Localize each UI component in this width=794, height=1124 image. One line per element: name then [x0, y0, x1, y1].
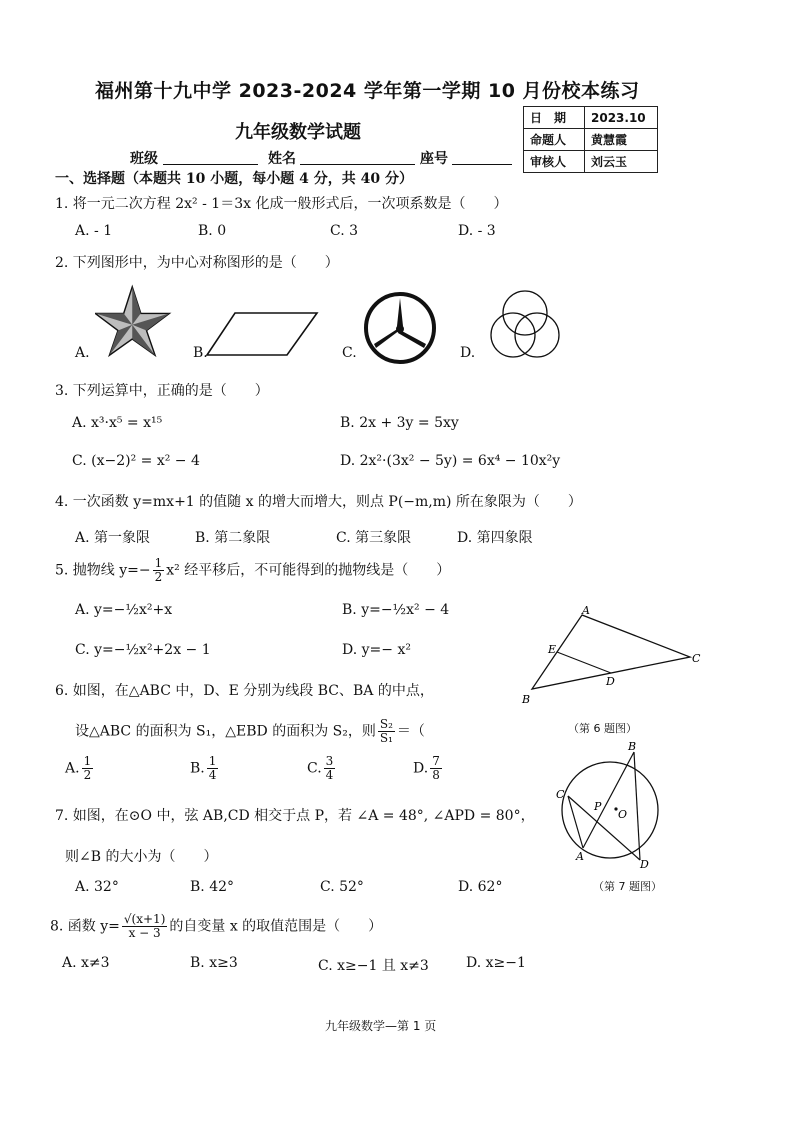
- fig7-label-d: D: [640, 858, 649, 870]
- q6-a-den: 2: [83, 768, 92, 782]
- fig6-label-b: B: [522, 693, 531, 706]
- q5-option-c[interactable]: C. y=−½x²+2x − 1: [75, 642, 211, 658]
- meta-row-date: [524, 107, 658, 129]
- meta-value: 2023.10: [585, 107, 658, 129]
- q3-option-d[interactable]: D. 2x²·(3x² − 5y) = 6x⁴ − 10x²y: [340, 453, 561, 469]
- figure-6-triangle: [520, 605, 710, 715]
- q7-option-d[interactable]: D. 62°: [458, 879, 503, 895]
- q6-d-num: 7: [432, 754, 440, 768]
- q6-option-d-frac: [430, 755, 442, 782]
- fig6-label-d: D: [606, 675, 615, 688]
- seat-blank[interactable]: [452, 164, 512, 165]
- q6-d-den: 8: [432, 768, 440, 782]
- q6-option-d[interactable]: [413, 755, 444, 782]
- triquetra-figure: [485, 285, 565, 365]
- q8-option-a[interactable]: A. x≠3: [62, 955, 110, 971]
- q8-frac-den: x − 3: [128, 926, 161, 940]
- q8-option-d[interactable]: D. x≥−1: [466, 955, 526, 971]
- q3-option-a[interactable]: A. x³·x⁵ = x¹⁵: [72, 415, 163, 431]
- fig6-label-c: C: [692, 652, 701, 665]
- q6-option-c-letter: C.: [307, 760, 322, 777]
- meta-label: 日 期: [524, 107, 585, 129]
- star-figure: [95, 283, 175, 359]
- q6-line2: [75, 718, 425, 745]
- q2-option-d[interactable]: D.: [460, 345, 476, 361]
- q5-stem-start: 5. 抛物线 y=−: [55, 562, 151, 579]
- name-blank[interactable]: [300, 164, 415, 165]
- page-footer: 九年级数学—第 1 页: [325, 1019, 437, 1033]
- parallelogram-figure: [205, 310, 320, 358]
- q5-stem: [55, 557, 450, 584]
- class-blank[interactable]: [163, 164, 258, 165]
- exam-subtitle: 九年级数学试题: [235, 122, 361, 143]
- q1-option-b[interactable]: B. 0: [198, 223, 227, 239]
- q6-c-num: 3: [325, 754, 334, 768]
- fig6-label-a: A: [582, 605, 590, 617]
- q8-stem-start: 8. 函数 y=: [50, 918, 120, 935]
- meta-row-author: [524, 129, 658, 151]
- q5-option-a[interactable]: A. y=−½x²+x: [75, 602, 173, 618]
- figure-7-circle: [548, 738, 668, 870]
- q5-frac-den: 2: [154, 570, 163, 584]
- mercedes-figure: [362, 290, 438, 366]
- q8-fraction: [122, 913, 167, 940]
- fig7-label-c: C: [556, 788, 565, 801]
- q3-option-b[interactable]: B. 2x + 3y = 5xy: [340, 415, 459, 431]
- meta-row-reviewer: [524, 151, 658, 173]
- q8-option-c[interactable]: C. x≥−1 且 x≠3: [318, 958, 429, 974]
- section-heading: 一、选择题（本题共 10 小题，每小题 4 分，共 40 分）: [55, 171, 413, 187]
- class-label: 班级: [130, 151, 158, 167]
- figure-7-caption: （第 7 题图）: [593, 880, 662, 893]
- meta-value: 刘云玉: [585, 151, 658, 173]
- q6-option-a[interactable]: [65, 755, 95, 782]
- q8-stem: [50, 913, 382, 940]
- q5-fraction: [153, 557, 165, 584]
- q7-option-c[interactable]: C. 52°: [320, 879, 364, 895]
- figure-6-caption: （第 6 题图）: [568, 722, 637, 735]
- q7-line2: 则∠B 的大小为（ ）: [65, 849, 218, 865]
- q6-option-b[interactable]: [190, 755, 220, 782]
- meta-value: 黄慧霞: [585, 129, 658, 151]
- q6-line1: 6. 如图，在△ABC 中，D、E 分别为线段 BC、BA 的中点，: [55, 683, 434, 699]
- fig7-label-p: P: [594, 800, 602, 813]
- q6-option-b-letter: B.: [190, 760, 205, 777]
- q7-option-b[interactable]: B. 42°: [190, 879, 235, 895]
- exam-title: 福州第十九中学 2023-2024 学年第一学期 10 月份校本练习: [95, 80, 640, 102]
- q4-option-b[interactable]: B. 第二象限: [195, 530, 271, 546]
- meta-table: [523, 106, 658, 173]
- q4-option-d[interactable]: D. 第四象限: [457, 530, 533, 546]
- q6-ratio-den: S₁: [379, 731, 393, 745]
- q1-option-a[interactable]: A. - 1: [75, 223, 113, 239]
- q6-option-a-frac: [82, 755, 94, 782]
- fig7-label-b: B: [628, 740, 637, 753]
- q4-option-a[interactable]: A. 第一象限: [75, 530, 151, 546]
- q2-option-b[interactable]: B.: [193, 345, 208, 361]
- q5-option-d[interactable]: D. y=− x²: [342, 642, 411, 658]
- q8-option-b[interactable]: B. x≥3: [190, 955, 238, 971]
- q6-b-num: 1: [208, 754, 217, 768]
- q4-stem: 4. 一次函数 y=mx+1 的值随 x 的增大而增大，则点 P(−m,m) 所在象限为（ ）: [55, 494, 582, 510]
- q6-option-a-letter: A.: [65, 760, 80, 777]
- seat-label: 座号: [420, 151, 448, 167]
- q6-ratio: [378, 718, 395, 745]
- q6-option-c[interactable]: [307, 755, 337, 782]
- q8-stem-end: 的自变量 x 的取值范围是（ ）: [169, 918, 383, 935]
- q6-ratio-num: S₂: [379, 717, 393, 731]
- q7-option-a[interactable]: A. 32°: [75, 879, 119, 895]
- q6-b-den: 4: [208, 768, 217, 782]
- fig6-label-e: E: [548, 643, 557, 656]
- q5-option-b[interactable]: B. y=−½x² − 4: [342, 602, 450, 618]
- q6-option-b-frac: [207, 755, 219, 782]
- q2-stem: 2. 下列图形中，为中心对称图形的是（ ）: [55, 255, 339, 271]
- q6-option-c-frac: [324, 755, 336, 782]
- meta-label: 审核人: [524, 151, 585, 173]
- q5-stem-end: x² 经平移后，不可能得到的抛物线是（ ）: [166, 562, 451, 579]
- q1-stem: 1. 将一元二次方程 2x² - 1＝3x 化成一般形式后，一次项系数是（ ）: [55, 196, 508, 212]
- meta-label: 命题人: [524, 129, 585, 151]
- q7-line1: 7. 如图，在⊙O 中，弦 AB,CD 相交于点 P，若 ∠A = 48°, ∠APD = 80°，: [55, 808, 535, 824]
- q8-frac-num: √(x+1): [123, 912, 166, 926]
- q6-line2-end: ＝（: [396, 723, 425, 740]
- q6-line2-text: 设△ABC 的面积为 S₁，△EBD 的面积为 S₂，则: [75, 723, 376, 740]
- q2-option-c[interactable]: C.: [342, 345, 357, 361]
- q4-option-c[interactable]: C. 第三象限: [336, 530, 412, 546]
- q3-stem: 3. 下列运算中，正确的是（ ）: [55, 383, 269, 399]
- q1-option-d[interactable]: D. - 3: [458, 223, 496, 239]
- fig7-label-o: O: [618, 808, 628, 821]
- q6-option-d-letter: D.: [413, 760, 429, 777]
- q1-option-c[interactable]: C. 3: [330, 223, 359, 239]
- q6-a-num: 1: [83, 754, 92, 768]
- q6-c-den: 4: [325, 768, 334, 782]
- name-label: 姓名: [268, 151, 296, 167]
- q2-option-a[interactable]: A.: [75, 345, 90, 361]
- q5-frac-num: 1: [154, 556, 163, 570]
- q3-option-c[interactable]: C. (x−2)² = x² − 4: [72, 453, 200, 469]
- fig7-label-a: A: [576, 850, 584, 863]
